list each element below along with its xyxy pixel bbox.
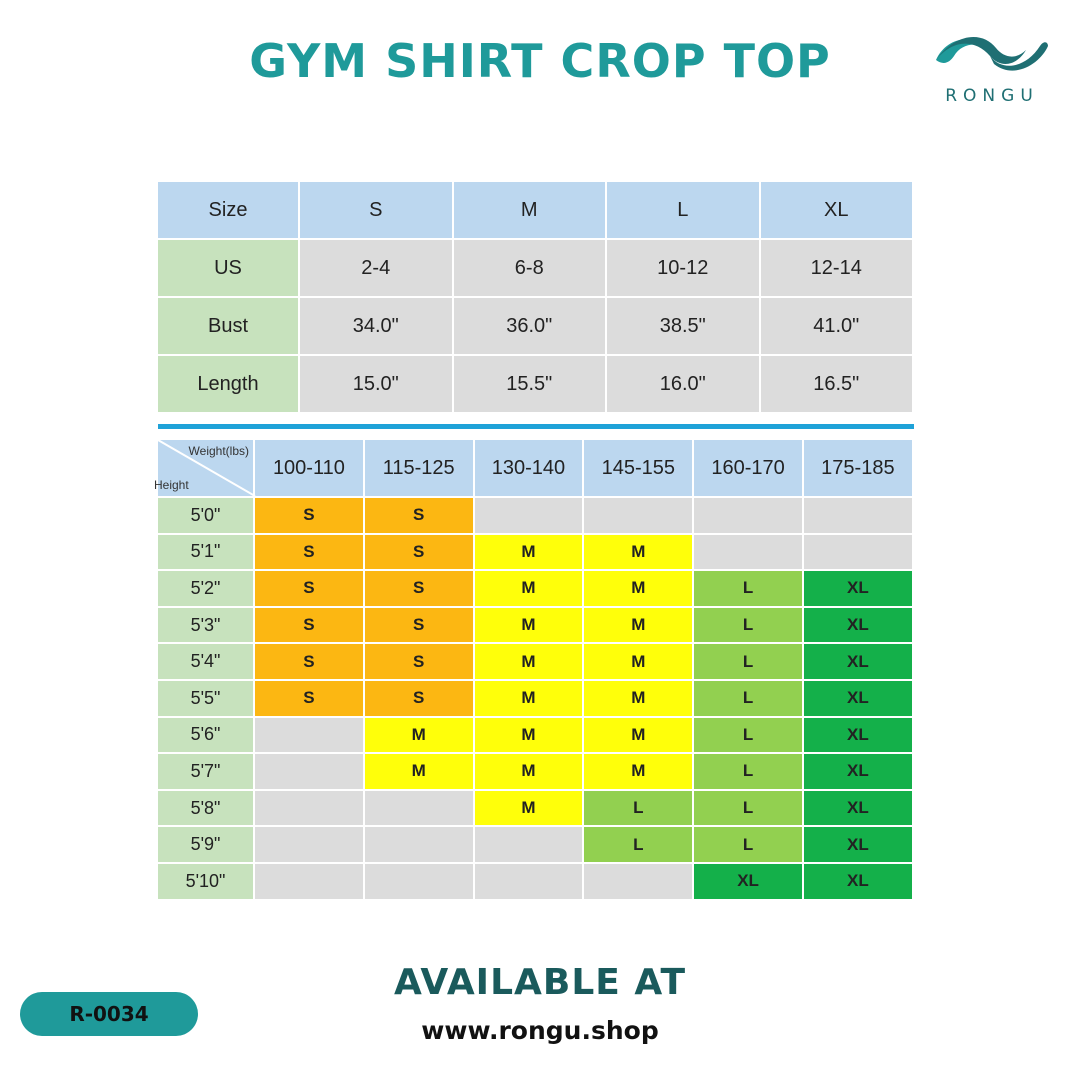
table-cell: 16.0" [607, 356, 761, 414]
brand-logo [932, 20, 1052, 110]
fit-chart-row [158, 571, 914, 608]
weight-header-cell: 145-155 [584, 440, 694, 498]
size-table-row [158, 240, 914, 298]
size-cell: S [255, 571, 365, 608]
size-cell: S [365, 681, 475, 718]
size-cell: XL [694, 864, 804, 901]
size-table [158, 182, 914, 414]
size-cell: XL [804, 571, 914, 608]
page-title: GYM SHIRT CROP TOP [249, 34, 831, 88]
height-label: 5'2" [158, 571, 255, 608]
size-cell: S [365, 498, 475, 535]
fit-chart-row [158, 864, 914, 901]
size-cell: M [584, 754, 694, 791]
size-cell [255, 791, 365, 828]
size-cell [475, 864, 585, 901]
size-cell [584, 498, 694, 535]
size-cell: M [584, 644, 694, 681]
size-cell: M [584, 718, 694, 755]
size-cell [255, 864, 365, 901]
size-cell: L [584, 827, 694, 864]
size-cell [804, 498, 914, 535]
height-label: 5'5" [158, 681, 255, 718]
size-header-cell: S [300, 182, 454, 240]
row-label: Length [158, 356, 300, 414]
size-cell: M [475, 791, 585, 828]
table-cell: 6-8 [454, 240, 608, 298]
size-cell: L [694, 718, 804, 755]
size-cell: M [475, 754, 585, 791]
size-cell: M [365, 754, 475, 791]
weight-header-cell: 175-185 [804, 440, 914, 498]
size-cell: M [475, 571, 585, 608]
height-label: 5'7" [158, 754, 255, 791]
size-cell: L [694, 608, 804, 645]
size-table-row [158, 356, 914, 414]
size-cell: L [694, 827, 804, 864]
size-cell: S [255, 681, 365, 718]
size-cell: M [475, 608, 585, 645]
size-cell: S [365, 608, 475, 645]
weight-header-cell: 100-110 [255, 440, 365, 498]
section-divider [158, 424, 914, 429]
fit-chart-row [158, 681, 914, 718]
fit-chart-table [154, 440, 914, 901]
size-cell [255, 718, 365, 755]
logo-text: RONGU [945, 86, 1039, 106]
weight-header-cell: 130-140 [475, 440, 585, 498]
size-cell: S [255, 644, 365, 681]
size-cell: M [475, 535, 585, 572]
size-cell: XL [804, 791, 914, 828]
corner-cell [154, 440, 255, 498]
table-cell: 16.5" [761, 356, 915, 414]
size-cell: XL [804, 644, 914, 681]
size-cell: XL [804, 754, 914, 791]
table-cell: 34.0" [300, 298, 454, 356]
size-cell: M [475, 644, 585, 681]
size-cell: M [584, 535, 694, 572]
weight-header-cell: 115-125 [365, 440, 475, 498]
size-cell: XL [804, 827, 914, 864]
size-cell: S [365, 571, 475, 608]
size-cell: M [584, 681, 694, 718]
fit-chart-body [158, 498, 914, 901]
size-cell: L [694, 791, 804, 828]
size-header-cell: Size [158, 182, 300, 240]
table-cell: 15.0" [300, 356, 454, 414]
fit-chart-row [158, 498, 914, 535]
table-cell: 41.0" [761, 298, 915, 356]
size-cell: S [255, 608, 365, 645]
size-cell: L [584, 791, 694, 828]
size-cell [804, 535, 914, 572]
size-cell: XL [804, 864, 914, 901]
fit-chart-row [158, 644, 914, 681]
height-label: 5'6" [158, 718, 255, 755]
size-cell [255, 754, 365, 791]
table-cell: 10-12 [607, 240, 761, 298]
row-label: US [158, 240, 300, 298]
size-header-cell: XL [761, 182, 915, 240]
size-cell: XL [804, 608, 914, 645]
size-cell: XL [804, 718, 914, 755]
shop-url[interactable]: www.rongu.shop [421, 1016, 659, 1045]
fit-chart-row [158, 791, 914, 828]
size-cell: M [365, 718, 475, 755]
size-cell: L [694, 571, 804, 608]
table-cell: 2-4 [300, 240, 454, 298]
height-label: 5'8" [158, 791, 255, 828]
size-cell: L [694, 754, 804, 791]
size-cell [694, 498, 804, 535]
height-label: 5'0" [158, 498, 255, 535]
size-cell [365, 864, 475, 901]
size-cell: L [694, 644, 804, 681]
fit-chart-row [158, 754, 914, 791]
weight-axis-label: Weight(lbs) [188, 444, 249, 458]
height-axis-label: Height [154, 478, 189, 492]
wave-logo-icon [932, 20, 1052, 82]
fit-chart-row [158, 608, 914, 645]
fit-chart-row [158, 718, 914, 755]
size-cell [694, 535, 804, 572]
size-cell: M [584, 608, 694, 645]
table-cell: 12-14 [761, 240, 915, 298]
fit-chart-row [158, 535, 914, 572]
size-cell [584, 864, 694, 901]
size-cell [475, 827, 585, 864]
fit-chart-row [158, 827, 914, 864]
height-label: 5'1" [158, 535, 255, 572]
size-cell [475, 498, 585, 535]
size-cell: S [365, 644, 475, 681]
size-cell: S [255, 535, 365, 572]
size-cell: M [475, 681, 585, 718]
row-label: Bust [158, 298, 300, 356]
table-cell: 38.5" [607, 298, 761, 356]
size-table-header-row [158, 182, 914, 240]
fit-chart-header-row [154, 440, 914, 498]
available-heading: AVAILABLE AT [393, 962, 687, 1003]
size-cell: M [584, 571, 694, 608]
size-cell [255, 827, 365, 864]
size-cell [365, 827, 475, 864]
weight-header-cell: 160-170 [694, 440, 804, 498]
size-cell: XL [804, 681, 914, 718]
product-code-badge: R-0034 [20, 992, 198, 1036]
table-cell: 36.0" [454, 298, 608, 356]
table-cell: 15.5" [454, 356, 608, 414]
height-label: 5'9" [158, 827, 255, 864]
size-header-cell: L [607, 182, 761, 240]
size-cell [365, 791, 475, 828]
size-header-cell: M [454, 182, 608, 240]
size-cell: M [475, 718, 585, 755]
size-table-row [158, 298, 914, 356]
size-cell: S [255, 498, 365, 535]
height-label: 5'10" [158, 864, 255, 901]
height-label: 5'3" [158, 608, 255, 645]
size-cell: S [365, 535, 475, 572]
size-cell: L [694, 681, 804, 718]
height-label: 5'4" [158, 644, 255, 681]
